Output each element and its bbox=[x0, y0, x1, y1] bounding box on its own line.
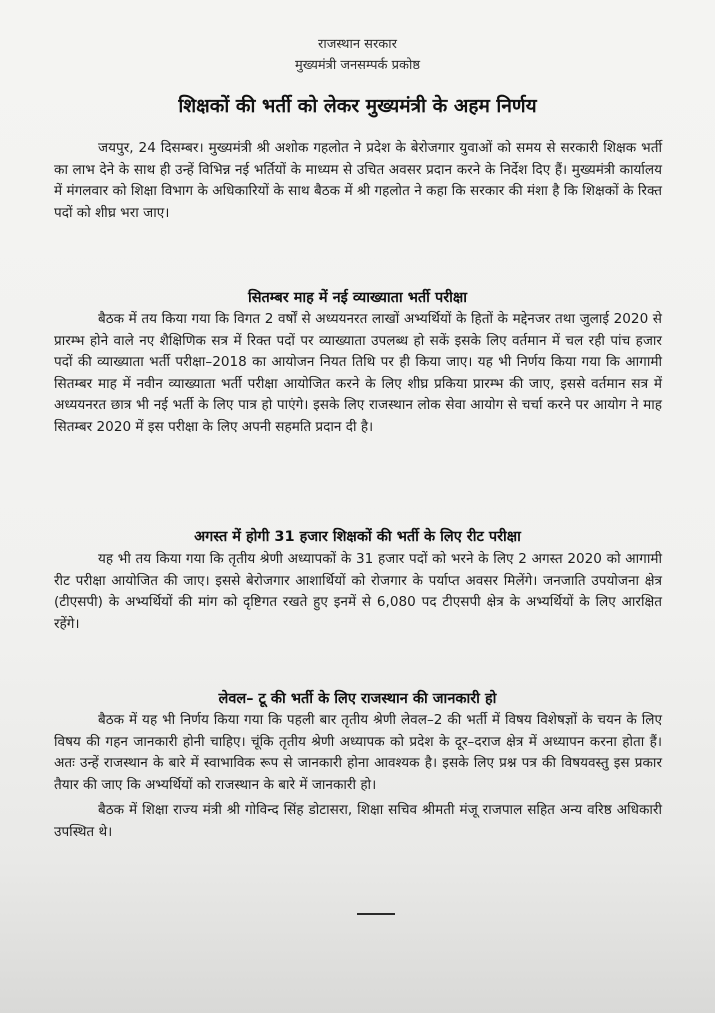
end-divider bbox=[357, 913, 395, 915]
section1-paragraph: बैठक में तय किया गया कि विगत 2 वर्षों से अध्ययनरत लाखों अभ्यर्थियों के हितों के मद्देनजर तथा जुलाई 2020 से प्रारम्भ होने वाले नए शैक्षिणिक सत्र में रिक्त पदों पर व्याख्याता उपलब्ध हो सकें इसके लिए वर्तमान में चल रही पांच हजार पदों की व्याख्याता भर्ती परीक्षा–2018 का आयोजन नियत तिथि पर ही किया जाए। यह भी निर्णय किया गया कि आगामी सितम्बर माह में नवीन व्याख्याता भर्ती परीक्षा आयोजित करने के लिए शीघ्र प्रकिया प्रारम्भ की जाए, इससे वर्तमान सत्र में अध्ययनरत छात्र भी नई भर्ती के लिए पात्र हो पाएंगे। इसके लिए राजस्थान लोक सेवा आयोग से चर्चा करने पर आयोग ने माह सितम्बर 2020 में इस परीक्षा के लिए अपनी सहमति प्रदान दी है। bbox=[54, 311, 662, 435]
department-name: मुख्यमंत्री जनसम्पर्क प्रकोष्ठ bbox=[294, 58, 421, 73]
government-name: राजस्थान सरकार bbox=[318, 37, 397, 52]
section2-paragraph: यह भी तय किया गया कि तृतीय श्रेणी अध्यापकों के 31 हजार पदों को भरने के लिए 2 अगस्त 2020 को आगामी रीट परीक्षा आयोजित की जाए। इससे बेरोजगार आशार्थियों को रोजगार के पर्याप्त अवसर मिलेंगे। जनजाति उपयोजना क्षेत्र (टीएसपी) के अभ्यर्थियों की मांग को दृष्टिगत रखते हुए इनमें से 6,080 पद टीएसपी क्षेत्र के अभ्यर्थियों के लिए आरक्षित रहेंगे। bbox=[54, 551, 662, 632]
closing-paragraph: बैठक में शिक्षा राज्य मंत्री श्री गोविन्द सिंह डोटासरा, शिक्षा सचिव श्रीमती मंजू राजपाल सहित अन्य वरिष्ठ अधिकारी उपस्थित थे। bbox=[54, 802, 662, 840]
section3-block bbox=[54, 710, 662, 844]
section1-heading: सितम्बर माह में नई व्याख्याता भर्ती परीक्षा bbox=[247, 290, 468, 306]
intro-paragraph: जयपुर, 24 दिसम्बर। मुख्यमंत्री श्री अशोक गहलोत ने प्रदेश के बेरोजगार युवाओं को समय से सरकारी शिक्षक भर्ती का लाभ देने के साथ ही उन्हें विभिन्न नई भर्तियों के माध्यम से उचित अवसर प्रदान करने के निर्देश दिए हैं। मुख्यमंत्री कार्यालय में मंगलवार को शिक्षा विभाग के अधिकारियों के साथ बैठक में श्री गहलोत ने कहा कि सरकार की मंशा है कि शिक्षकों के रिक्त पदों को शीघ्र भरा जाए। bbox=[54, 140, 662, 221]
section3-heading: लेवल– टू की भर्ती के लिए राजस्थान की जानकारी हो bbox=[218, 691, 497, 707]
section3-paragraph: बैठक में यह भी निर्णय किया गया कि पहली बार तृतीय श्रेणी लेवल–2 की भर्ती में विषय विशेषज्ञों के चयन के लिए विषय की गहन जानकारी होनी चाहिए। चूंकि तृतीय श्रेणी अध्यापक को प्रदेश के दूर–दराज क्षेत्र में अध्यापन करना होता हैं। अतः उन्हें राजस्थान के बारे में स्वाभाविक रूप से जानकारी होना आवश्यक है। इसके लिए प्रश्न पत्र की विषयवस्तु इस प्रकार तैयार की जाए कि अभ्यर्थियों को राजस्थान के बारे में जानकारी हो। bbox=[54, 712, 662, 793]
intro-block bbox=[54, 138, 662, 224]
section1-block bbox=[54, 309, 662, 439]
letterhead bbox=[0, 34, 715, 76]
section2-heading: अगस्त में होगी 31 हजार शिक्षकों की भर्ती के लिए रीट परीक्षा bbox=[194, 529, 521, 545]
press-release-title: शिक्षकों की भर्ती को लेकर मुख्यमंत्री के अहम निर्णय bbox=[178, 95, 537, 117]
section2-block bbox=[54, 549, 662, 635]
